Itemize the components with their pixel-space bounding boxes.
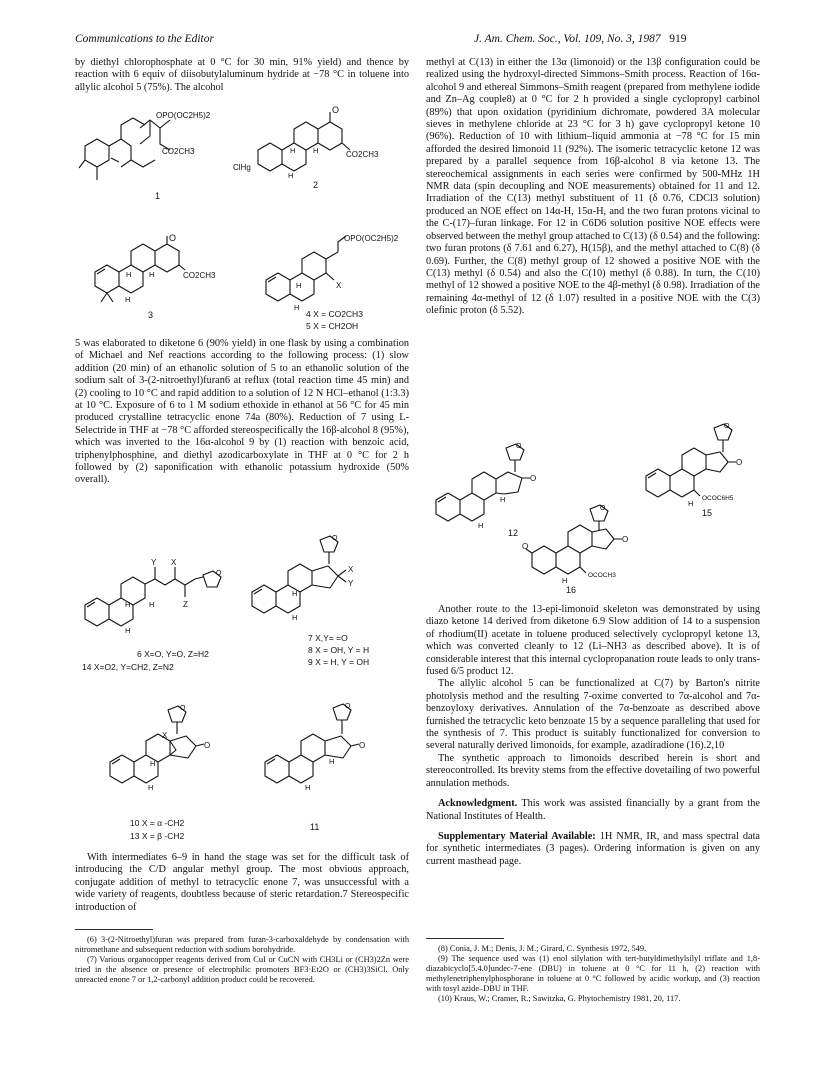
s15-number: 15 — [702, 508, 713, 518]
para3-text: The allylic alcohol 5 can be functionalized at C(7) by Barton's nitrite photolysis method and the resulting 7-oxime converted to 7α-alcohol and 7α-benzoyloxy derivatives. Annulation of the 7α-benzoate as described above furnished the tetracyclic keto benzoate 15 by a sequence paralleling that used for the synthesis of 7. This product is suitably functionalized for conversion to several naturally derived limonoids, for example, azadiradione (16).2,10 — [426, 678, 760, 752]
s16-oxygen-label: O — [622, 535, 629, 544]
footnote-rule-left — [75, 929, 153, 930]
s45-h-label-2: H — [294, 303, 300, 312]
s2-co2-label: CO2CH3 — [346, 150, 379, 159]
s12-oxygen-label: O — [530, 474, 537, 483]
structure-4-5 — [246, 232, 416, 332]
structure-3 — [75, 232, 225, 327]
structure-7-8-9 — [242, 528, 412, 668]
s3-number: 3 — [148, 310, 154, 320]
footnote-10: (10) Kraus, W.; Cramer, R.; Sawitzka, G. Phytochemistry 1981, 20, 117. — [438, 994, 681, 1004]
s11-h-label-2: H — [305, 783, 311, 792]
s1-opo-label: OPO(OC2H5)2 — [156, 111, 211, 120]
s2-clhg-label: ClHg — [233, 163, 251, 172]
structure-15 — [636, 420, 766, 520]
s14-label: 14 X=O2, Y=CH2, Z=N2 — [82, 662, 174, 672]
s7-h-label-2: H — [292, 613, 298, 622]
s16-oxygen-label-2: O — [522, 542, 529, 551]
s45-x-label: X — [336, 281, 342, 290]
s4-label: 4 X = CO2CH3 — [306, 309, 363, 319]
s7-h-label-1: H — [292, 589, 298, 598]
s12-number: 12 — [508, 528, 519, 538]
footnote-9: (9) The sequence used was (1) enol silylation with tert-butyldimethylsilyl triflate and 1,8-diazabicyclo[5.4.0]undec-7-ene (DBU) in toluene at 0 °C for 11 h, (2) reaction with methylenetriphenylphosphorane in toluene at 0 °C followed by acidic workup, and (3) reaction with tosyl azide–DBU in THF. — [426, 954, 760, 994]
structure-2 — [228, 100, 378, 195]
s7-x-label: X — [348, 565, 354, 574]
s6-x-label: X — [171, 558, 177, 567]
s11-oxygen-label: O — [359, 741, 366, 750]
s11-h-label-1: H — [329, 757, 335, 766]
s5-label: 5 X = CH2OH — [306, 321, 359, 331]
s7-furan-o: O — [332, 535, 338, 542]
s8-label: 8 X = OH, Y = H — [308, 645, 370, 655]
s2-number: 2 — [313, 180, 319, 190]
s3-h-label-1: H — [126, 270, 132, 279]
para5-text: 5 was elaborated to diketone 6 (90% yield) in one flask by using a combination of Michael and Nef reactions according to the following process: (1) slow addition (20 min) of an ethanolic solution of 5 to an ethanolic solution of the sodium salt of 3-(2-nitroethyl)furan6 at reflux (total reaction time 45 min) and (2) cooling to 10 °C and rapid addition to a solution of 12 N HCl–ethanol (1:3.3) at 10 °C. Exposure of 6 to 1 M sodium ethoxide in ethanol at 56 °C for 45 min produced crystalline tetracyclic enone 74a (80%). Reduction of 7 using L-Selectride in THF at −78 °C afforded stereospecifically the 16β-alcohol 8 (95%), which was inverted to the 16α-alcohol 9 by (1) reaction with benzoic acid, triphenylphosphine, and diethyl azodicarboxylate in THF at 0 °C for 2 h followed by (2) saponification with ethanolic potassium hydroxide (50% overall). — [75, 338, 409, 486]
s1-number: 1 — [155, 191, 161, 201]
para2-text: Another route to the 13-epi-limonoid skeleton was demonstrated by using diazo ketone 14 derived from diketone 6.9 Slow addition of 14 to a suspension of rhodium(II) acetate in toluene produced selectively cyclopropyl ketone 13, which was converted cleanly to 12 (Li–NH3 as described above). It is of considerable interest that this internal cyclopropanation route leads to only trans-fused 6/5 product 12. — [426, 604, 760, 678]
s6-furan-o: O — [216, 570, 222, 577]
ack-label: Acknowledgment. — [438, 798, 518, 810]
s10-h-label-2: H — [148, 783, 154, 792]
left-bottom-paragraph — [75, 852, 409, 914]
s6-h-label-1: H — [125, 600, 131, 609]
page-number: 919 — [669, 33, 687, 45]
footnote-8: (8) Conia, J. M.; Denis, J. M.; Girard, C. Synthesis 1972, 549. — [438, 944, 647, 953]
s3-co2-label: CO2CH3 — [183, 271, 216, 280]
s9-label: 9 X = H, Y = OH — [308, 657, 370, 667]
s16-number: 16 — [566, 585, 577, 595]
s16-furan-o: O — [600, 505, 606, 512]
s15-ocob-label: OCOC6H5 — [702, 495, 734, 502]
s12-h-label-1: H — [500, 495, 506, 504]
structure-10-13 — [100, 700, 240, 840]
s2-h-label-3: H — [288, 171, 294, 180]
s10-furan-o: O — [180, 705, 186, 712]
s11-furan-o: O — [345, 703, 351, 710]
s2-h-label-1: H — [290, 146, 296, 155]
acknowledgment — [426, 798, 760, 823]
structure-1-chain — [140, 108, 220, 198]
intro-text: by diethyl chlorophosphate at 0 °C for 30 min, 91% yield) and thence by reaction with 6 equiv of diisobutylaluminum hydride at −78 °C in toluene into allylic alcohol 5 (75%). The alcohol — [75, 57, 409, 93]
s10-oxygen-label: O — [204, 741, 211, 750]
s10-x-label: X — [162, 731, 168, 740]
s6-y-label: Y — [151, 558, 157, 567]
s12-h-label-2: H — [478, 521, 484, 530]
left-intro-paragraph — [75, 57, 409, 94]
journal-citation: J. Am. Chem. Soc., Vol. 109, No. 3, 1987 — [474, 33, 661, 45]
structure-11 — [255, 700, 405, 840]
footnotes-left — [75, 935, 409, 985]
footnotes-right — [426, 944, 760, 1005]
s16-h-label: H — [562, 576, 568, 585]
running-header-right — [474, 33, 687, 45]
s13-label: 13 X = β -CH2 — [130, 831, 185, 841]
s1-co2-label: CO2CH3 — [162, 147, 195, 156]
structure-1-number — [155, 190, 175, 202]
s7-label: 7 X,Y= =O — [308, 633, 348, 643]
s2-oxygen-label: O — [332, 105, 340, 115]
s15-furan-o: O — [724, 423, 730, 430]
bottom-text: With intermediates 6–9 in hand the stage was set for the difficult task of introducing the C/D angular methyl group. The most obvious approach, conjugate addition of methyl to tetracyclic enone 7, was unsuccessful with a wide variety of reagents, doubtless because of steric retardation.7 Stereospecific introduction of — [75, 852, 409, 913]
right-text-block — [426, 604, 760, 868]
para4-text: The synthetic approach to limonoids described herein is short and stereocontrolled. Its brevity stems from the effective dovetailing of two powerful annulation methods. — [426, 752, 760, 789]
s11-number: 11 — [310, 822, 320, 832]
running-header-left: Communications to the Editor — [75, 33, 214, 45]
para1-text: methyl at C(13) in either the 13α (limonoid) or the 13β configuration could be realized using the hydroxyl-directed Simmons–Smith process. Reaction of 16α-alcohol 9 and ethereal Simmons–Smith reagent (prepared from methylene iodide and Zn–Ag couple8) at 0 °C for 2 h provided a single cyclopropyl carbinol (89%) that upon oxidation (pyridinium dichromate, powdered 3A molecular sieves in methylene chloride at 23 °C for 3 h) gave cyclopropyl ketone 10 (96%). Reduction of 10 with lithium–liquid ammonia at −78 °C for 15 min afforded the desired limonoid 11 (92%). The isomeric tetracyclic ketone 12 was prepared by a parallel sequence from 16β-alcohol 8 via ketone 13. The stereochemical assignments in each series were confirmed by 500-MHz 1H NMR data (spin decoupling and NOE measurements) obtained for 11 and 12. Irradiation of the C(13) methyl substituent of 11 (δ 0.76, CDCl3 solution) produced an NOE effect on 14α-H, 15α-H, and the two furan protons vicinal to the C-(17)–furan linkage. For 12 in C6D6 solution positive NOE effects were observed between the methyl group attached to C(13) (δ 0.54) and the following: two furan protons (δ 7.61 and 6.27), H(15β), and the methyl attached to C(8) (δ 0.69). Further, the C(8) methyl group of 12 showed a positive NOE with the C(13) methyl (δ 0.54) and also the C(10) methyl (δ 0.88). In turn, the C(10) methyl of 12 showed a positive NOE to the 4β-methyl (δ 0.98). Irradiation of the remaining 4α-methyl of 12 (δ 1.07) resulted in a positive NOE with the C(3) olefinic proton (δ 5.52). — [426, 57, 760, 317]
s6-h-label-2: H — [149, 600, 155, 609]
s45-h-label-1: H — [296, 281, 302, 290]
footnote-6: (6) 3-(2-Nitroethyl)furan was prepared from furan-3-carboxaldehyde by condensation with nitromethane and subsequent reduction with sodium borohydride. — [75, 935, 409, 955]
s3-h-label-3: H — [125, 295, 131, 304]
s10-h-label-1: H — [150, 759, 156, 768]
s2-h-label-2: H — [313, 146, 319, 155]
s6-h-label-3: H — [125, 626, 131, 635]
s15-h-label: H — [688, 499, 694, 508]
s3-h-label-2: H — [149, 270, 155, 279]
s6-z-label: Z — [183, 600, 188, 609]
ack-text: This work was assisted financially by a grant from the National Institutes of Health. — [426, 798, 760, 822]
supp-label: Supplementary Material Available: — [438, 830, 596, 842]
s3-oxygen-label: O — [169, 233, 177, 243]
s45-opo-label: OPO(OC2H5)2 — [344, 234, 399, 243]
left-paragraph-5 — [75, 338, 409, 487]
s16-oac-label: OCOCH3 — [588, 572, 616, 579]
structure-16 — [522, 505, 652, 600]
s7-y-label: Y — [348, 579, 354, 588]
s10-label: 10 X = α -CH2 — [130, 818, 185, 828]
footnote-7: (7) Various organocopper reagents derived from CuI or CuCN with CH3Li or (CH3)2Zn were tried in the absence or presence of electrophilic promoters BF3·Et2O or (CH3)3SiCl. Only unreacted enone 7 or 1,2-carbonyl addition product could be recovered. — [75, 955, 409, 985]
supplementary-material — [426, 831, 760, 868]
s6-label: 6 X=O, Y=O, Z=H2 — [137, 649, 209, 659]
s15-oxygen-label: O — [736, 458, 743, 467]
footnote-rule-right — [426, 938, 504, 939]
supp-text: 1H NMR, IR, and mass spectral data for synthetic intermediates (3 pages). Ordering information is given on any current masthead page. — [426, 830, 760, 867]
right-paragraph-1 — [426, 57, 760, 318]
s12-furan-o: O — [516, 443, 522, 450]
